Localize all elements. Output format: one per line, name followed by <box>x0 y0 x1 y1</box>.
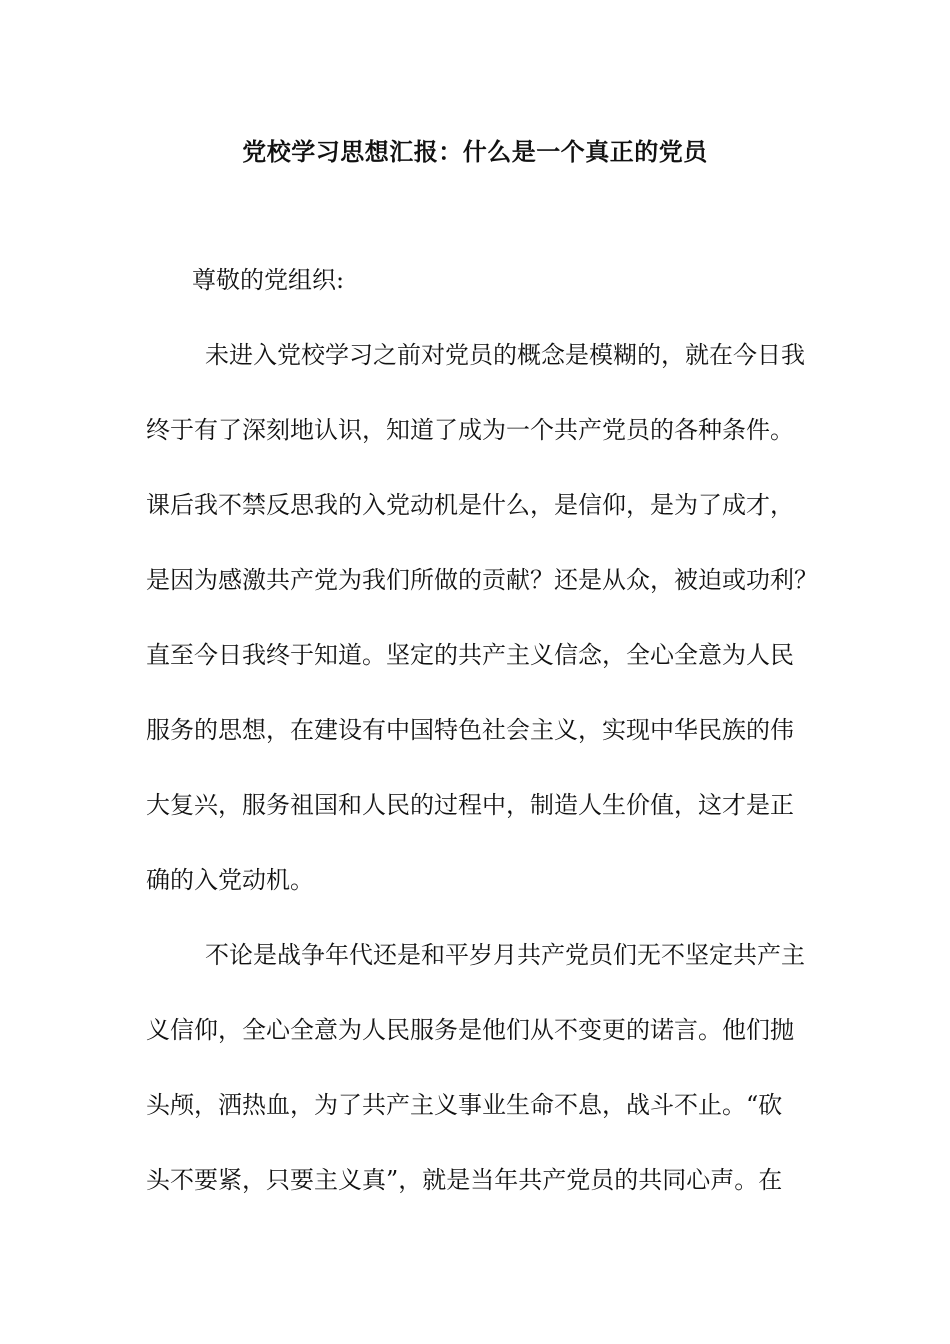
paragraph-line: 服务的思想，在建设有中国特色社会主义，实现中华民族的伟 <box>146 716 794 744</box>
paragraph-line: 头不要紧，只要主义真”，就是当年共产党员的共同心声。在 <box>146 1166 783 1194</box>
document-title: 党校学习思想汇报：什么是一个真正的党员 <box>242 138 708 166</box>
paragraph-line: 头颅，洒热血，为了共产主义事业生命不息，战斗不止。“砍 <box>146 1091 783 1119</box>
paragraph-line: 直至今日我终于知道。坚定的共产主义信念，全心全意为人民 <box>146 641 794 669</box>
paragraph-line: 确的入党动机。 <box>146 866 314 894</box>
paragraph-line: 义信仰，全心全意为人民服务是他们从不变更的诺言。他们抛 <box>146 1016 794 1044</box>
paragraph-line: 是因为感激共产党为我们所做的贡献？还是从众，被迫或功利？ <box>146 566 818 594</box>
paragraph-line: 课后我不禁反思我的入党动机是什么，是信仰，是为了成才， <box>146 491 794 519</box>
salutation: 尊敬的党组织: <box>192 266 345 294</box>
paragraph-line: 大复兴，服务祖国和人民的过程中，制造人生价值，这才是正 <box>146 791 794 819</box>
paragraph-line: 未进入党校学习之前对党员的概念是模糊的，就在今日我 <box>205 341 805 369</box>
paragraph-line: 不论是战争年代还是和平岁月共产党员们无不坚定共产主 <box>205 941 805 969</box>
paragraph-line: 终于有了深刻地认识，知道了成为一个共产党员的各种条件。 <box>146 416 794 444</box>
